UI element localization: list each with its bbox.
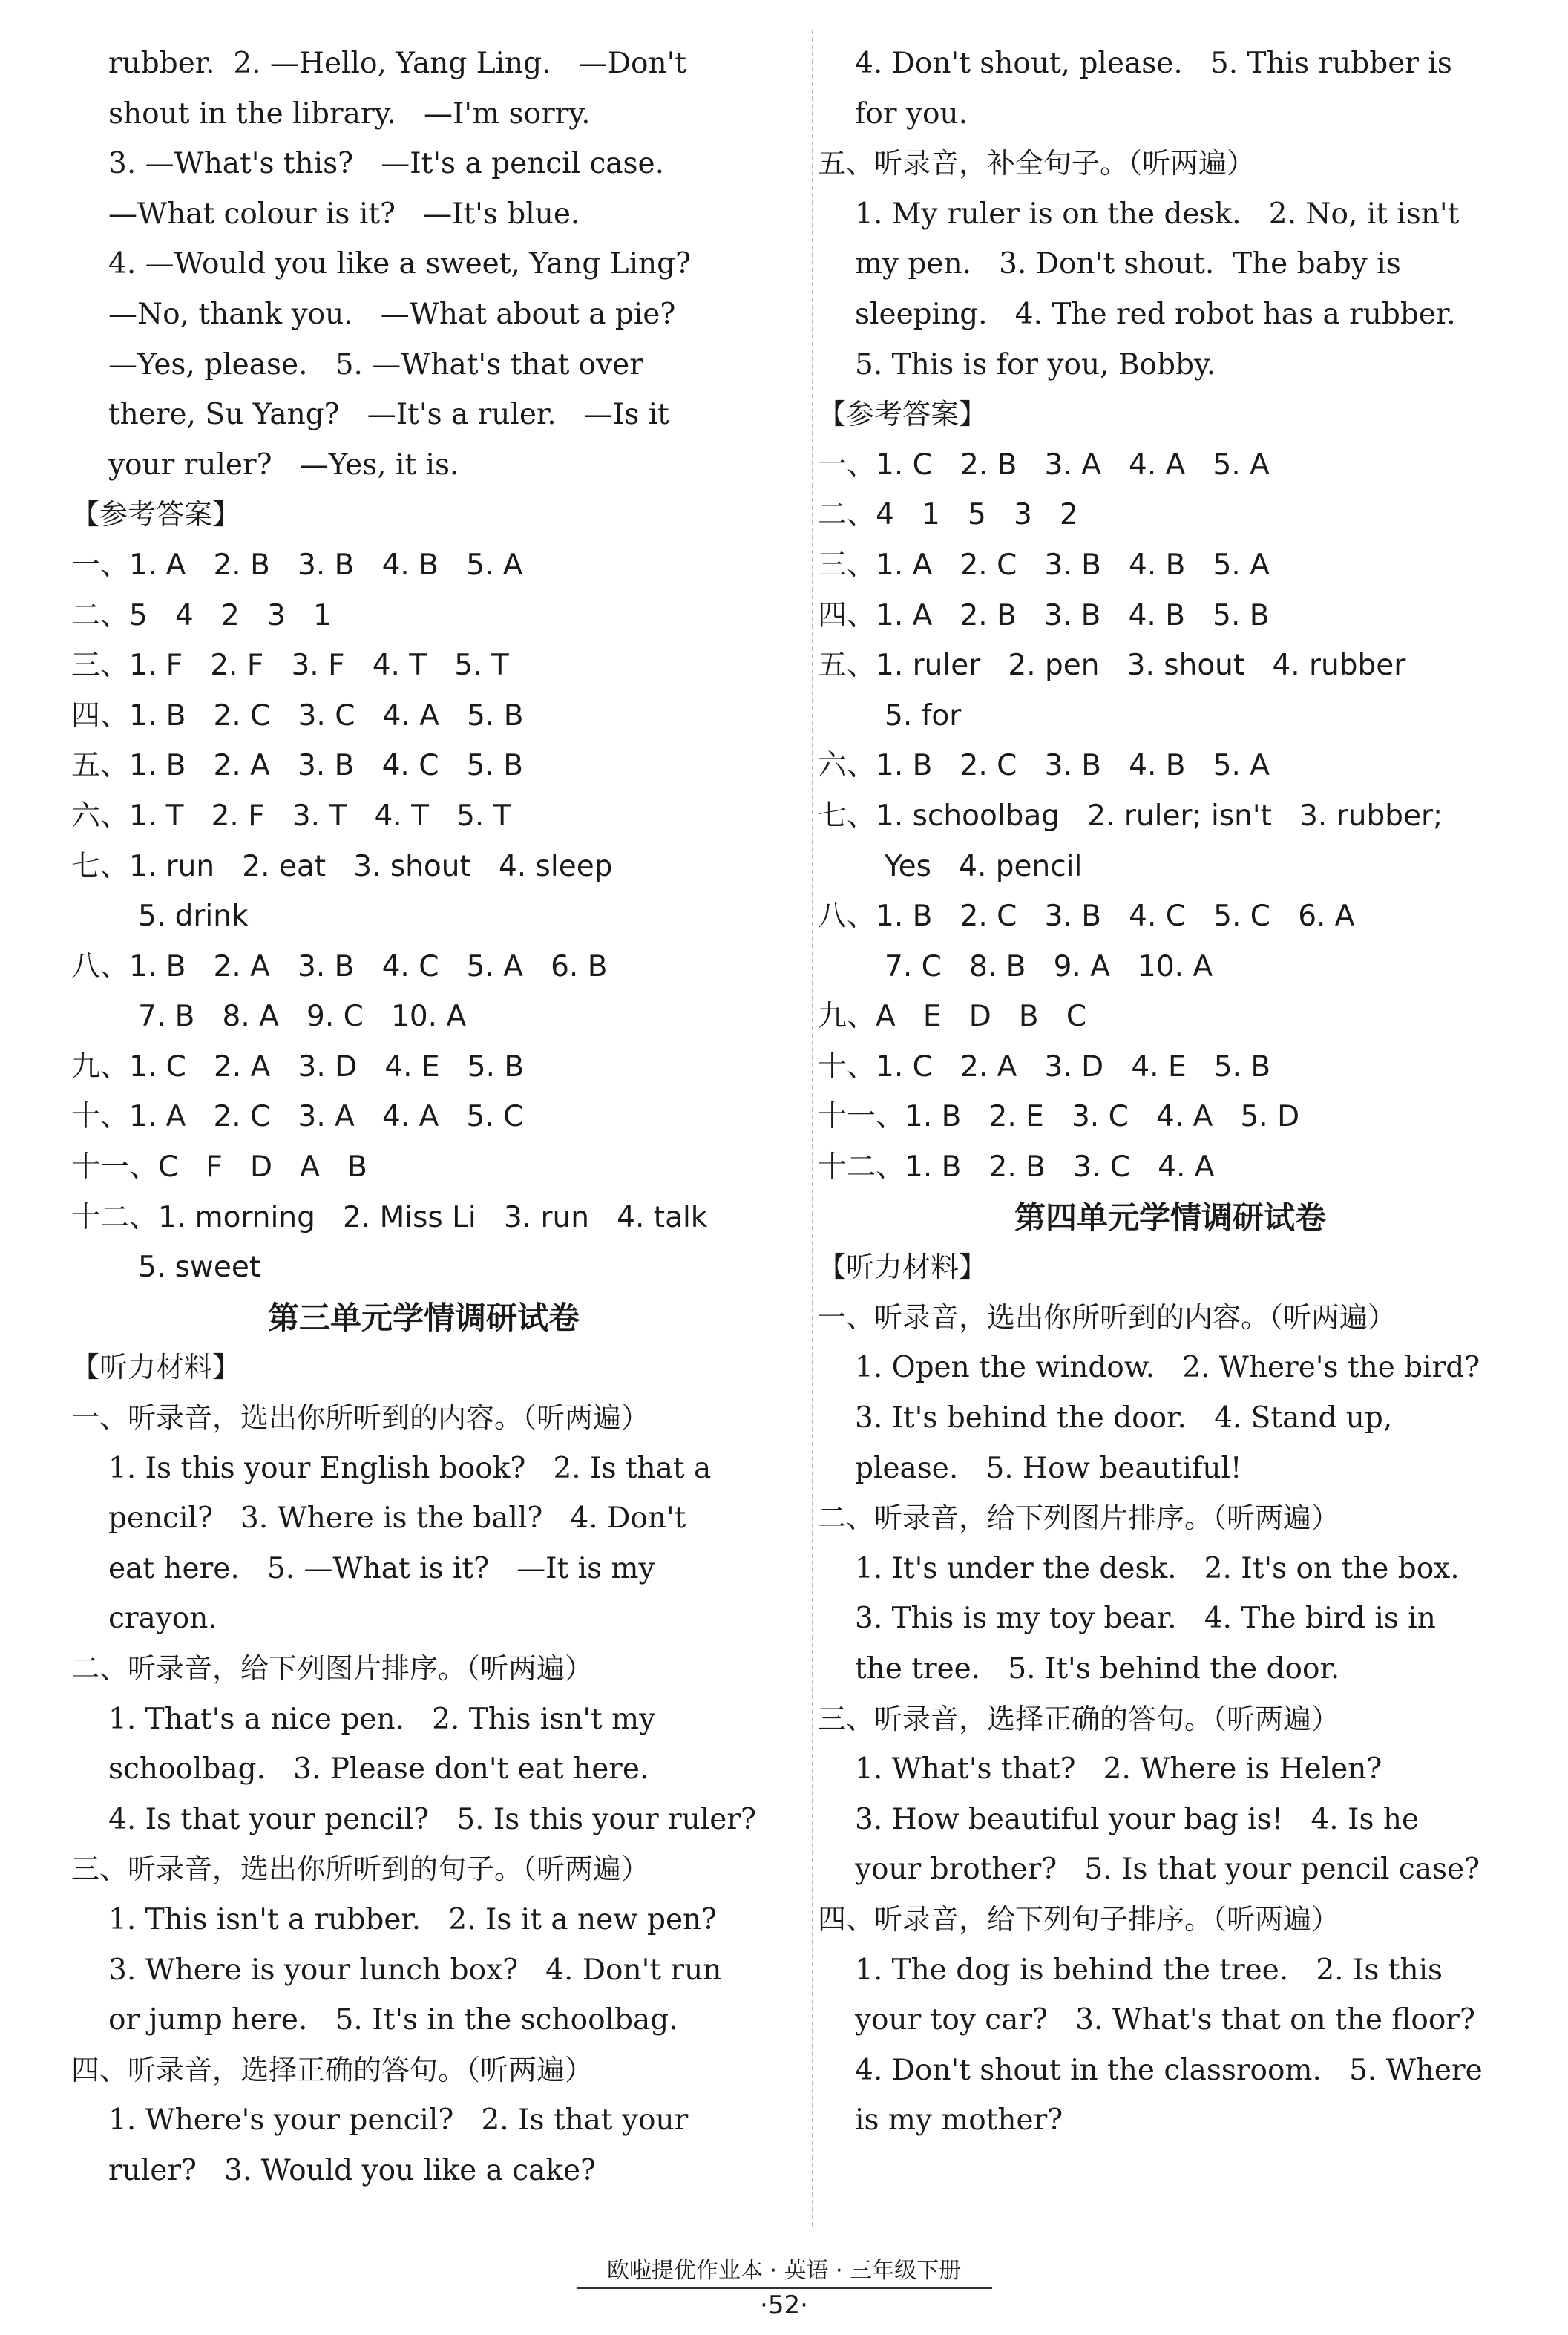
text-line: 1. My ruler is on the desk. 2. No, it isn't	[855, 197, 1460, 231]
heading-line: 【参考答案】	[71, 498, 241, 531]
text-line: 1. What's that? 2. Where is Helen?	[855, 1752, 1382, 1787]
text-line: 5. This is for you, Bobby.	[855, 347, 1216, 381]
text-line: 3. This is my toy bear. 4. The bird is in	[855, 1602, 1436, 1636]
text-line: —Yes, please. 5. —What's that over	[108, 347, 643, 381]
text-line: the tree. 5. It's behind the door.	[855, 1652, 1340, 1686]
page-number: ·52·	[760, 2290, 808, 2320]
answer-line: 三、1. F 2. F 3. F 4. T 5. T	[71, 649, 509, 683]
answer-line: 四、1. B 2. C 3. C 4. A 5. B	[71, 698, 524, 733]
answer-line: 二、4 1 5 3 2	[818, 498, 1078, 532]
heading-line: 一、听录音，选出你所听到的内容。（听两遍）	[818, 1300, 1397, 1334]
text-line: sleeping. 4. The red robot has a rubber.	[855, 297, 1456, 331]
answer-line: 一、1. A 2. B 3. B 4. B 5. A	[71, 548, 523, 582]
answer-line: 七、1. schoolbag 2. ruler; isn't 3. rubber;	[818, 799, 1443, 833]
answer-line: 十二、1. B 2. B 3. C 4. A	[818, 1150, 1215, 1185]
page-footer	[0, 2255, 1568, 2322]
text-line: 4. Don't shout in the classroom. 5. Where	[855, 2053, 1483, 2087]
text-line: schoolbag. 3. Please don't eat here.	[108, 1752, 649, 1787]
text-line: 4. Don't shout, please. 5. This rubber is	[855, 47, 1452, 80]
answer-line: 五、1. B 2. A 3. B 4. C 5. B	[71, 749, 523, 783]
heading-line: 四、听录音，选择正确的答句。（听两遍）	[71, 2053, 594, 2086]
answer-line: 六、1. T 2. F 3. T 4. T 5. T	[71, 799, 511, 833]
heading-line: 二、听录音，给下列图片排序。（听两遍）	[818, 1501, 1340, 1535]
section-title: 第三单元学情调研试卷	[267, 1299, 580, 1336]
text-line: 1. It's under the desk. 2. It's on the box.	[855, 1551, 1460, 1585]
answer-line: 六、1. B 2. C 3. B 4. B 5. A	[818, 749, 1270, 783]
text-line: shout in the library. —I'm sorry.	[108, 96, 591, 131]
heading-line: 三、听录音，选出你所听到的句子。（听两遍）	[71, 1853, 650, 1886]
answer-line: Yes 4. pencil	[885, 849, 1083, 883]
text-line: ruler? 3. Would you like a cake?	[108, 2153, 596, 2187]
section-title: 第四单元学情调研试卷	[1014, 1199, 1326, 1236]
text-line: please. 5. How beautiful!	[855, 1451, 1242, 1485]
text-line: 1. The dog is behind the tree. 2. Is this	[855, 1953, 1443, 1987]
column-divider	[812, 30, 813, 2227]
answer-line: 八、1. B 2. C 3. B 4. C 5. C 6. A	[818, 900, 1355, 934]
answer-line: 十一、1. B 2. E 3. C 4. A 5. D	[818, 1100, 1300, 1134]
text-line: —What colour is it? —It's blue.	[108, 197, 580, 231]
text-line: for you.	[855, 96, 968, 131]
text-line: crayon.	[108, 1602, 217, 1636]
text-line: —No, thank you. —What about a pie?	[108, 297, 676, 331]
text-line: 3. Where is your lunch box? 4. Don't run	[108, 1953, 722, 1987]
text-line: 1. This isn't a rubber. 2. Is it a new pen?	[108, 1902, 718, 1936]
answer-line: 二、5 4 2 3 1	[71, 598, 332, 632]
heading-line: 【听力材料】	[818, 1251, 988, 1284]
heading-line: 一、听录音，选出你所听到的内容。（听两遍）	[71, 1401, 650, 1435]
text-line: your toy car? 3. What's that on the floor?	[855, 2003, 1475, 2037]
answer-line: 5. sweet	[138, 1251, 261, 1285]
right-column	[818, 39, 1523, 2146]
answer-line: 5. drink	[138, 900, 249, 934]
heading-line: 【听力材料】	[71, 1351, 241, 1384]
text-line: your brother? 5. Is that your pencil case?	[855, 1853, 1480, 1887]
answer-line: 5. for	[885, 698, 962, 733]
answer-line: 十二、1. morning 2. Miss Li 3. run 4. talk	[71, 1200, 708, 1234]
text-line: or jump here. 5. It's in the schoolbag.	[108, 2003, 678, 2037]
heading-line: 五、听录音，补全句子。（听两遍）	[818, 147, 1256, 180]
answer-line: 一、1. C 2. B 3. A 4. A 5. A	[818, 448, 1270, 482]
answer-line: 十、1. A 2. C 3. A 4. A 5. C	[71, 1100, 524, 1134]
text-line: 4. Is that your pencil? 5. Is this your ruler?	[108, 1802, 756, 1836]
text-line: 3. —What's this? —It's a pencil case.	[108, 147, 665, 181]
text-line: rubber. 2. —Hello, Yang Ling. —Don't	[108, 47, 686, 80]
text-line: my pen. 3. Don't shout. The baby is	[855, 247, 1401, 281]
answer-line: 四、1. A 2. B 3. B 4. B 5. B	[818, 598, 1270, 632]
heading-line: 三、听录音，选择正确的答句。（听两遍）	[818, 1702, 1340, 1735]
heading-line: 二、听录音，给下列图片排序。（听两遍）	[71, 1652, 594, 1685]
answer-line: 三、1. A 2. C 3. B 4. B 5. A	[818, 548, 1270, 582]
answer-line: 五、1. ruler 2. pen 3. shout 4. rubber	[818, 649, 1406, 683]
answer-line: 7. C 8. B 9. A 10. A	[885, 949, 1213, 983]
text-line: 3. It's behind the door. 4. Stand up,	[855, 1401, 1393, 1435]
text-line: 3. How beautiful your bag is! 4. Is he	[855, 1802, 1420, 1836]
answer-line: 7. B 8. A 9. C 10. A	[138, 1000, 467, 1034]
footer-book-title: 欧啦提优作业本 · 英语 · 三年级下册	[606, 2258, 962, 2284]
heading-line: 【参考答案】	[818, 398, 988, 431]
answer-line: 八、1. B 2. A 3. B 4. C 5. A 6. B	[71, 949, 608, 983]
text-line: 1. Where's your pencil? 2. Is that your	[108, 2103, 689, 2138]
heading-line: 四、听录音，给下列句子排序。（听两遍）	[818, 1902, 1340, 1936]
answer-line: 九、A E D B C	[818, 1000, 1087, 1034]
answer-line: 十一、C F D A B	[71, 1150, 367, 1185]
text-line: 1. Open the window. 2. Where's the bird?	[855, 1351, 1480, 1385]
text-line: is my mother?	[855, 2103, 1063, 2138]
text-line: there, Su Yang? —It's a ruler. —Is it	[108, 398, 669, 432]
text-line: 4. —Would you like a sweet, Yang Ling?	[108, 247, 692, 281]
text-line: your ruler? —Yes, it is.	[108, 448, 459, 482]
answer-line: 七、1. run 2. eat 3. shout 4. sleep	[71, 849, 613, 883]
text-line: eat here. 5. —What is it? —It is my	[108, 1551, 655, 1585]
left-column	[71, 39, 776, 2196]
text-line: pencil? 3. Where is the ball? 4. Don't	[108, 1501, 686, 1536]
text-line: 1. That's a nice pen. 2. This isn't my	[108, 1702, 656, 1736]
answer-line: 九、1. C 2. A 3. D 4. E 5. B	[71, 1049, 525, 1084]
answer-line: 十、1. C 2. A 3. D 4. E 5. B	[818, 1049, 1271, 1084]
text-line: 1. Is this your English book? 2. Is that a	[108, 1451, 712, 1485]
